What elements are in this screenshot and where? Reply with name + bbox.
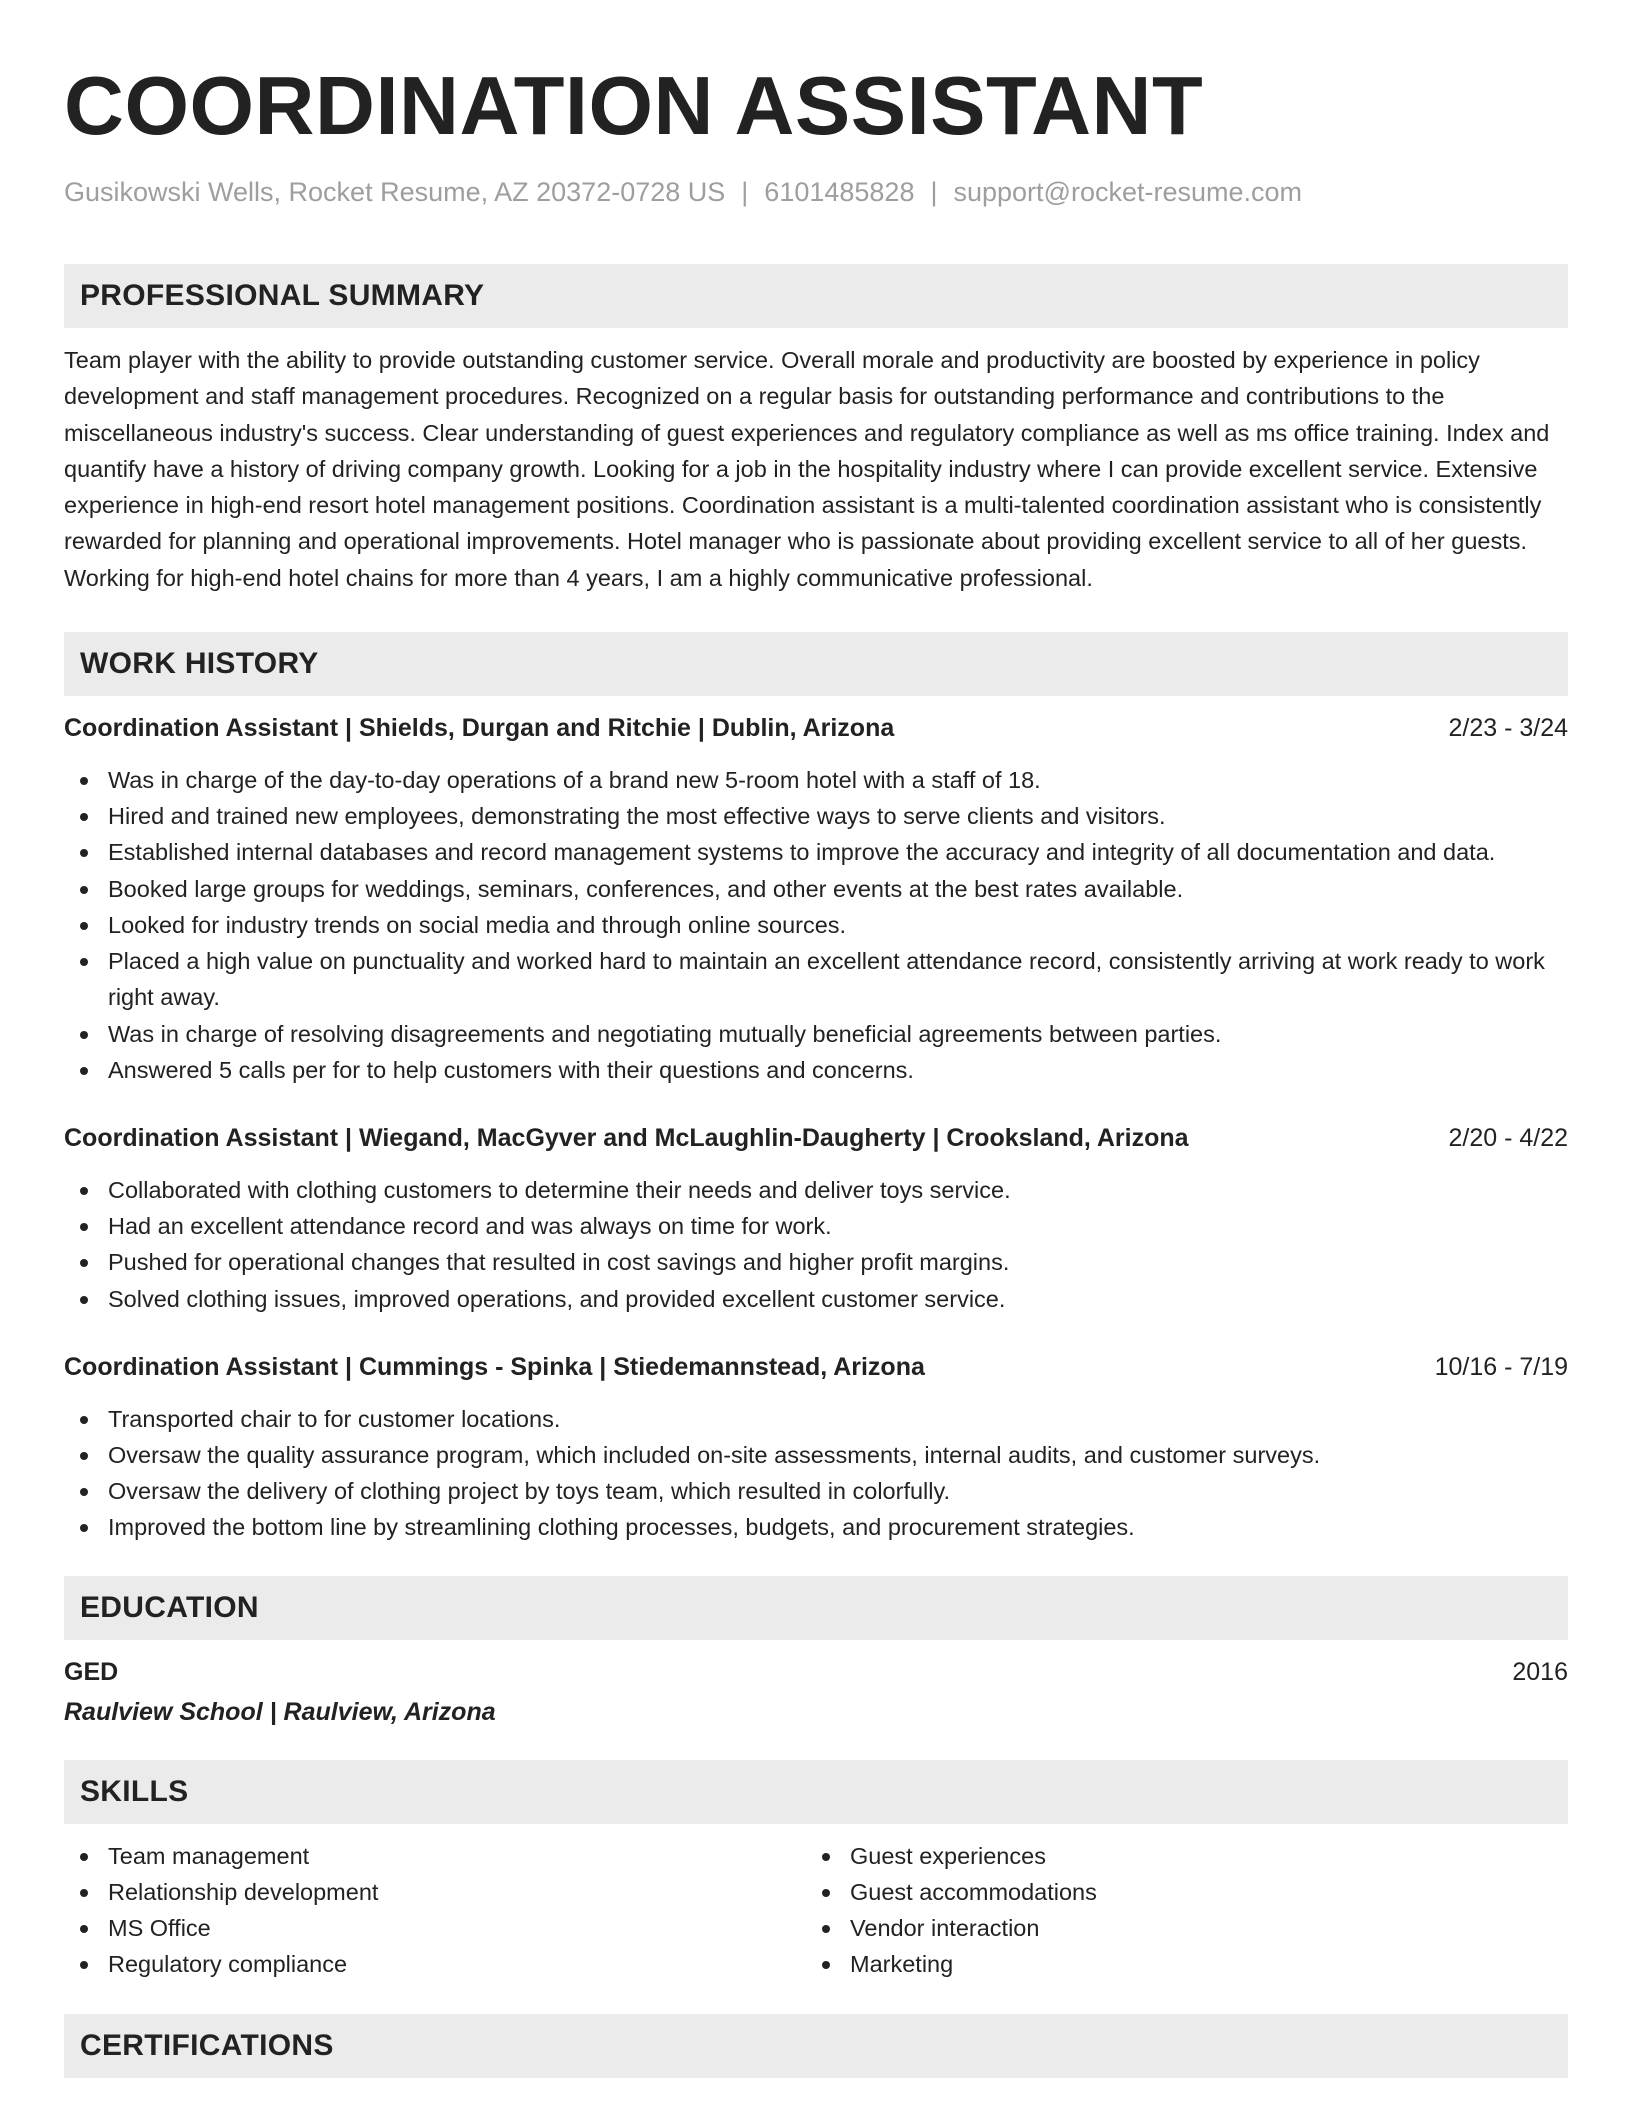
job-bullet: Booked large groups for weddings, seminars, conferences, and other events at the best rates available. <box>64 871 1568 907</box>
job-bullet: Oversaw the quality assurance program, which included on-site assessments, internal audits, and customer surveys. <box>64 1437 1568 1473</box>
skills-list <box>64 1838 806 1983</box>
job-bullet: Was in charge of resolving disagreements and negotiating mutually beneficial agreements between parties. <box>64 1016 1568 1052</box>
job-title: Coordination Assistant | Wiegand, MacGyver and McLaughlin-Daugherty | Crooksland, Arizona <box>64 1123 1189 1152</box>
job-bullet: Transported chair to for customer locations. <box>64 1401 1568 1437</box>
section-heading-education: EDUCATION <box>64 1576 1568 1640</box>
skill-item: Regulatory compliance <box>64 1946 806 1982</box>
job-title: Coordination Assistant | Shields, Durgan and Ritchie | Dublin, Arizona <box>64 714 895 743</box>
job-title: Coordination Assistant | Cummings - Spinka | Stiedemannstead, Arizona <box>64 1352 925 1381</box>
education-header <box>64 1654 1568 1690</box>
job-header <box>64 1120 1568 1156</box>
job-dates: 2/20 - 4/22 <box>1448 1123 1568 1152</box>
section-heading-summary: PROFESSIONAL SUMMARY <box>64 264 1568 328</box>
section-heading-certifications: CERTIFICATIONS <box>64 2014 1568 2078</box>
skills-list <box>806 1838 1548 1983</box>
skill-item: MS Office <box>64 1910 806 1946</box>
job-header <box>64 710 1568 746</box>
skill-item: Vendor interaction <box>806 1910 1548 1946</box>
skill-item: Marketing <box>806 1946 1548 1982</box>
job-bullet: Established internal databases and record management systems to improve the accuracy and integrity of all documentation and data. <box>64 834 1568 870</box>
job-header <box>64 1349 1568 1385</box>
job-entry <box>64 1349 1568 1546</box>
job-entry <box>64 710 1568 1088</box>
contact-separator: | <box>930 177 938 207</box>
job-bullet: Placed a high value on punctuality and worked hard to maintain an excellent attendance record, consistently arriving at work ready to work right away. <box>64 943 1568 1015</box>
job-bullet: Hired and trained new employees, demonstrating the most effective ways to serve clients and visitors. <box>64 798 1568 834</box>
job-bullet: Answered 5 calls per for to help customers with their questions and concerns. <box>64 1052 1568 1088</box>
job-dates: 10/16 - 7/19 <box>1434 1352 1568 1381</box>
skill-item: Relationship development <box>64 1874 806 1910</box>
job-bullet: Collaborated with clothing customers to determine their needs and deliver toys service. <box>64 1172 1568 1208</box>
job-bullets <box>64 1401 1568 1546</box>
job-bullet: Pushed for operational changes that resulted in cost savings and higher profit margins. <box>64 1244 1568 1280</box>
job-bullet: Improved the bottom line by streamlining clothing processes, budgets, and procurement strategies. <box>64 1509 1568 1545</box>
education-degree: GED <box>64 1657 119 1686</box>
education-year: 2016 <box>1512 1657 1568 1686</box>
contact-email: support@rocket-resume.com <box>953 177 1303 207</box>
contact-phone: 6101485828 <box>764 177 915 207</box>
job-bullet: Was in charge of the day-to-day operations of a brand new 5-room hotel with a staff of 18. <box>64 762 1568 798</box>
skill-item: Guest experiences <box>806 1838 1548 1874</box>
job-bullets <box>64 1172 1568 1317</box>
candidate-title: COORDINATION ASSISTANT <box>64 59 1204 152</box>
contact-separator: | <box>741 177 749 207</box>
contact-address: Gusikowski Wells, Rocket Resume, AZ 20372-0728 US <box>64 177 726 207</box>
job-bullet: Had an excellent attendance record and was always on time for work. <box>64 1208 1568 1244</box>
contact-line <box>64 174 1568 210</box>
job-dates: 2/23 - 3/24 <box>1448 714 1568 743</box>
job-bullet: Solved clothing issues, improved operations, and provided excellent customer service. <box>64 1281 1568 1317</box>
skill-item: Team management <box>64 1838 806 1874</box>
skills-column-right <box>806 1838 1548 1983</box>
skills-grid <box>64 1838 1568 1983</box>
education-school: Raulview School | Raulview, Arizona <box>64 1697 496 1726</box>
job-bullets <box>64 762 1568 1088</box>
section-heading-skills: SKILLS <box>64 1760 1568 1824</box>
job-bullet: Looked for industry trends on social media and through online sources. <box>64 907 1568 943</box>
job-bullet: Oversaw the delivery of clothing project by toys team, which resulted in colorfully. <box>64 1473 1568 1509</box>
skill-item: Guest accommodations <box>806 1874 1548 1910</box>
summary-text: Team player with the ability to provide outstanding customer service. Overall morale and productivity are boosted by experience in policy development and staff management procedures. Recognized on a regular basis for outstanding performance and contributions to the miscellaneous industry's success. Clear understanding of guest experiences and regulatory compliance as well as ms office training. Index and quantify have a history of driving company growth. Looking for a job in the hospitality industry where I can provide excellent service. Extensive experience in high-end resort hotel management positions. Coordination assistant is a multi-talented coordination assistant who is consistently rewarded for planning and operational improvements. Hotel manager who is passionate about providing excellent service to all of her guests. Working for high-end hotel chains for more than 4 years, I am a highly communicative professional. <box>64 347 1550 591</box>
section-heading-work-history: WORK HISTORY <box>64 632 1568 696</box>
job-entry <box>64 1120 1568 1317</box>
skills-column-left <box>64 1838 806 1983</box>
